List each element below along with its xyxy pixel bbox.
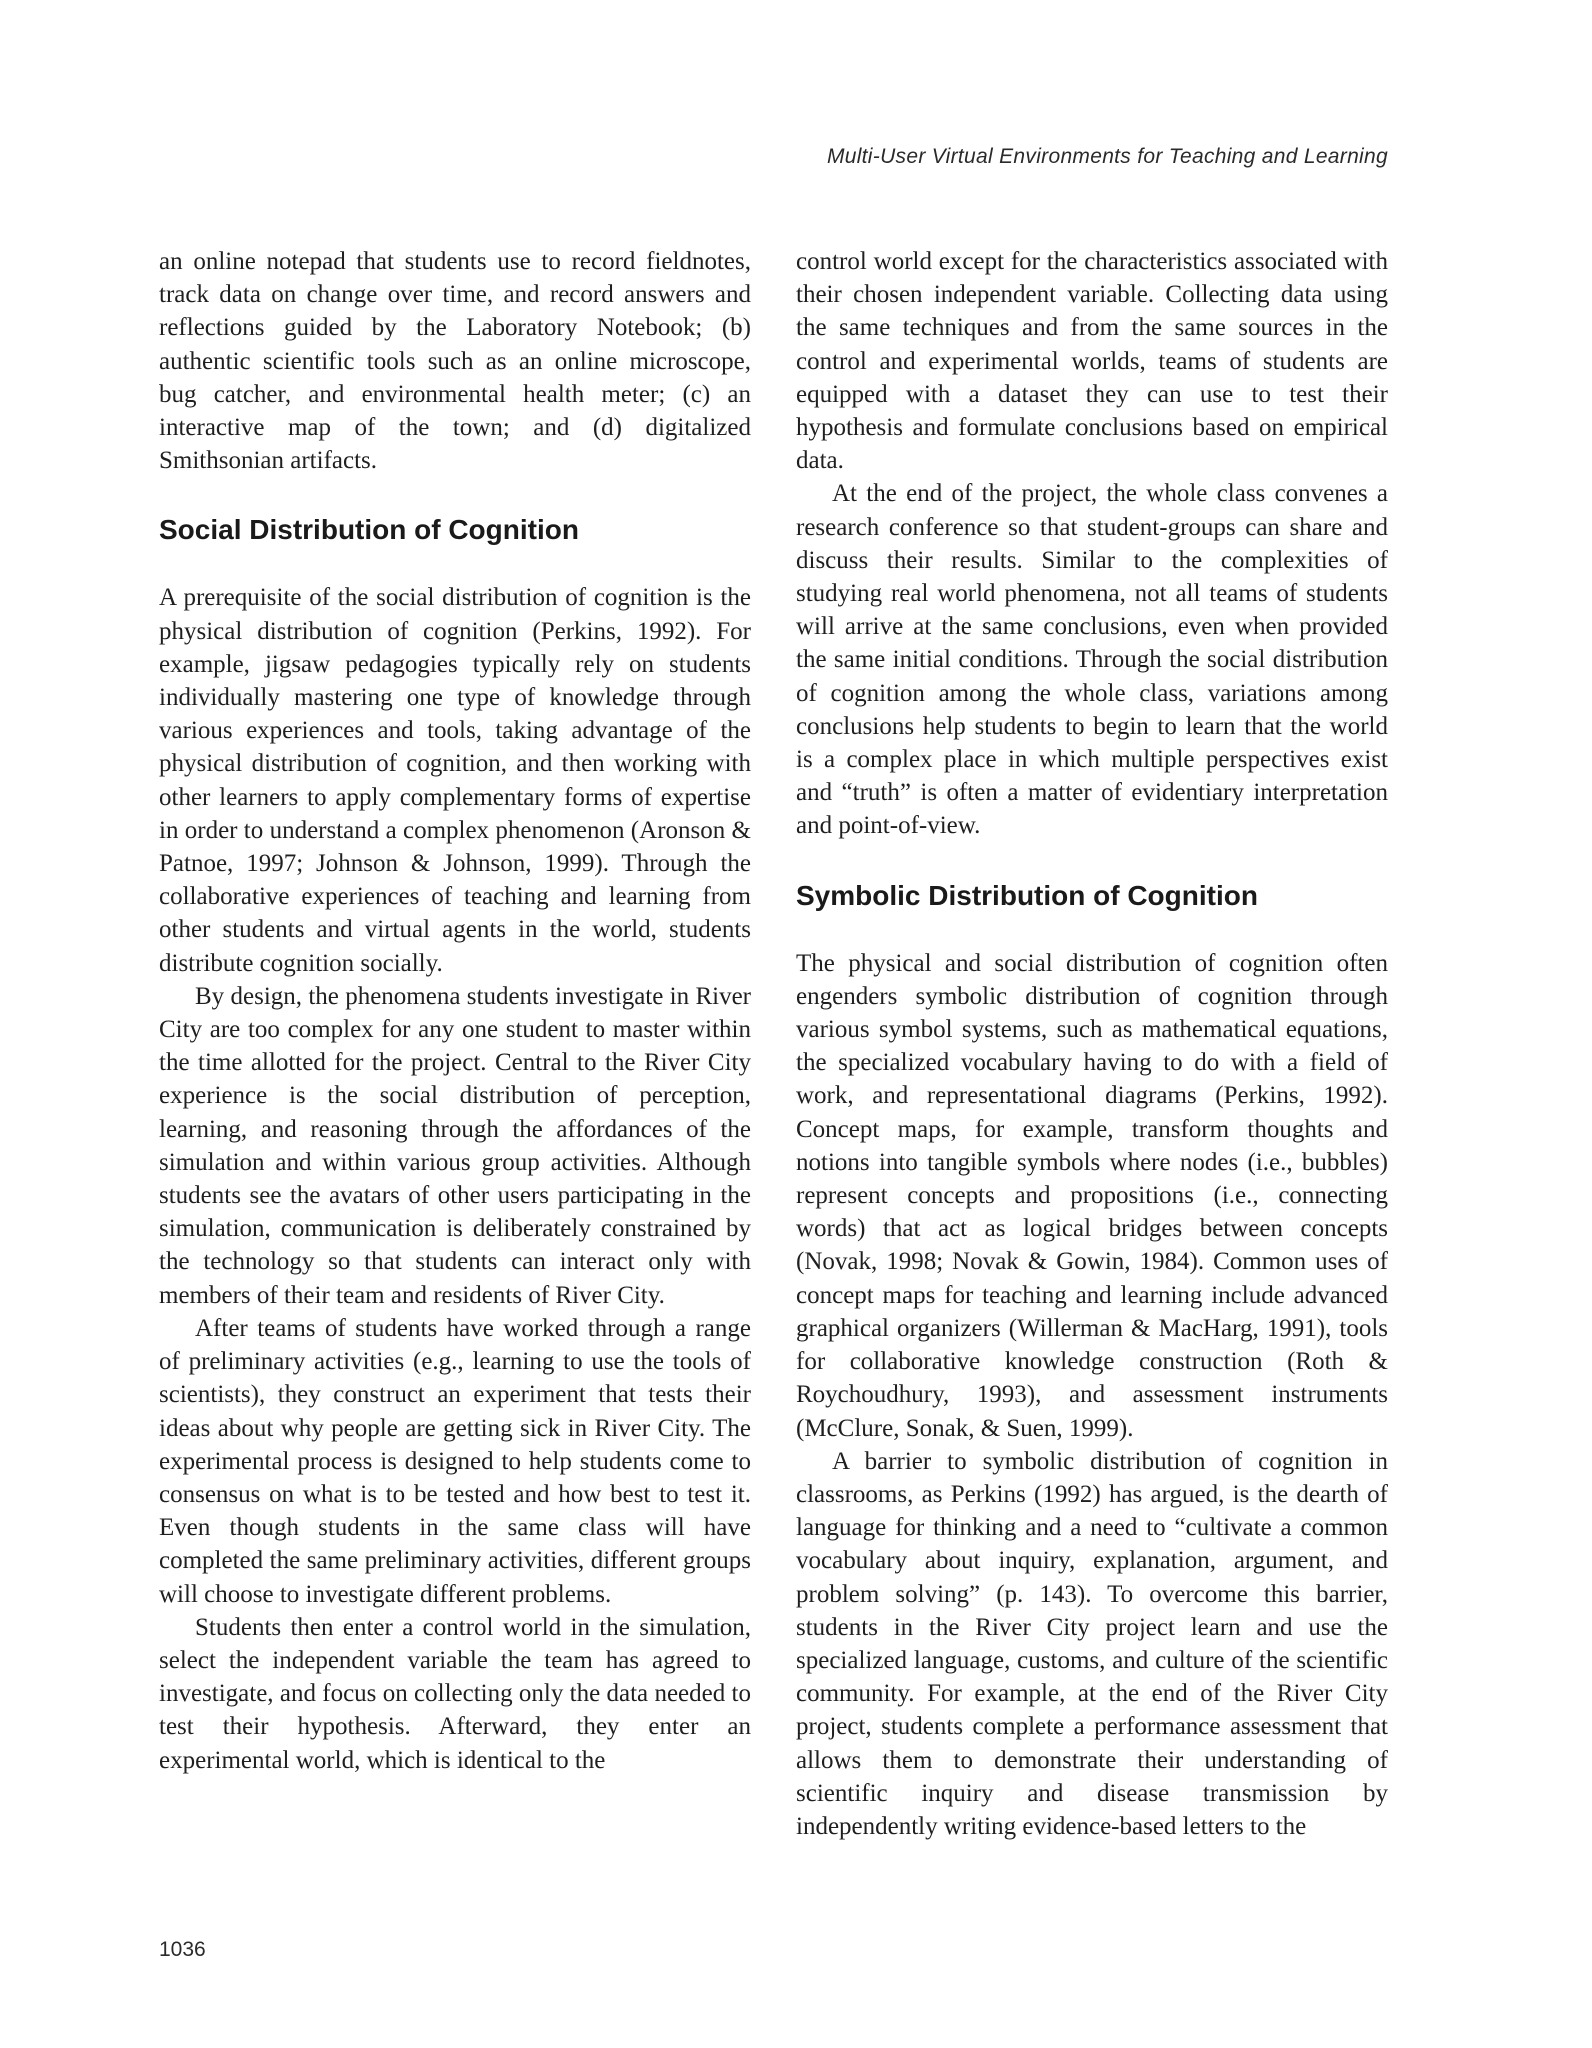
paragraph-intro: an online notepad that students use to record fieldnotes, track data on change over time, and record answers and reflections guided by the Laboratory Notebook; (b) authentic scientific tools such as an online microscope, bug catcher, and environmental health meter; (c) an interactive map of the town; and (d) digitalized Smithsonian artifacts. [159, 248, 751, 475]
paragraph-social-4: Students then enter a control world in the simulation, select the independent variable the team has agreed to investigate, and focus on collecting only the data needed to test their hypothesis. Afterward, they enter an experimental world, which is identical to the [159, 1613, 751, 1774]
paragraph-social-3: After teams of students have worked through a range of preliminary activities (e.g., learning to use the tools of scientists), they construct an experiment that tests their ideas about why people are getting sick in River City. The experimental process is designed to help students come to consensus on what is to be tested and how best to test it. Even though students in the same class will have completed the same preliminary activities, different groups will choose to investigate different problems. [159, 1314, 751, 1608]
left-column [159, 245, 751, 1777]
running-header: Multi-User Virtual Environments for Teaching and Learning [826, 145, 1388, 168]
paragraph-symbolic-2: A barrier to symbolic distribution of cognition in classrooms, as Perkins (1992) has argued, is the dearth of language for thinking and a need to “cultivate a common vocabulary about inquiry, explanation, argument, and problem solving” (p. 143). To overcome this barrier, students in the River City project learn and use the specialized language, customs, and culture of the scientific community. For example, at the end of the River City project, students complete a performance assessment that allows them to demonstrate their understanding of scientific inquiry and disease transmission by independently writing evidence-based letters to the [796, 1447, 1388, 1840]
paragraph-symbolic-1: The physical and social distribution of cognition often engenders symbolic distribution of cognition through various symbol systems, such as mathematical equations, the specialized vocabulary having to do with a field of work, and representational diagrams (Perkins, 1992). Concept maps, for example, transform thoughts and notions into tangible symbols where nodes (i.e., bubbles) represent concepts and propositions (i.e., connecting words) that act as logical bridges between concepts (Novak, 1998; Novak & Gowin, 1984). Common uses of concept maps for teaching and learning include advanced graphical organizers (Willerman & MacHarg, 1991), tools for collaborative knowledge construction (Roth & Roychoudhury, 1993), and assessment instruments (McClure, Sonak, & Suen, 1999). [796, 949, 1388, 1442]
paragraph-social-1: A prerequisite of the social distribution of cognition is the physical distribution of cognition (Perkins, 1992). For example, jigsaw pedagogies typically rely on students individually mastering one type of knowledge through various experiences and tools, taking advantage of the physical distribution of cognition, and then working with other learners to apply complementary forms of expertise in order to understand a complex phenomenon (Aronson & Patnoe, 1997; Johnson & Johnson, 1999). Through the collaborative experiences of teaching and learning from other students and virtual agents in the world, students distribute cognition socially. [159, 584, 751, 977]
paragraph-social-2: By design, the phenomena students investigate in River City are too complex for any one student to master within the time allotted for the project. Central to the River City experience is the social distribution of perception, learning, and reasoning through the affordances of the simulation and within various group activities. Although students see the avatars of other users participating in the simulation, communication is deliberately constrained by the technology so that students can interact only with members of their team and residents of River City. [159, 982, 751, 1309]
section-heading-symbolic: Symbolic Distribution of Cognition [796, 879, 1258, 911]
page-number: 1036 [159, 1938, 206, 1961]
section-heading-social: Social Distribution of Cognition [159, 514, 579, 546]
right-column [796, 245, 1388, 1843]
paragraph-control: control world except for the characteristics associated with their chosen independent variable. Collecting data using the same techniques and from the same sources in the control and experimental worlds, teams of students are equipped with a dataset they can use to test their hypothesis and formulate conclusions based on empirical data. [796, 248, 1388, 475]
paragraph-conference: At the end of the project, the whole class convenes a research conference so that student-groups can share and discuss their results. Similar to the complexities of studying real world phenomena, not all teams of students will arrive at the same conclusions, even when provided the same initial conditions. Through the social distribution of cognition among the whole class, variations among conclusions help students to begin to learn that the world is a complex place in which multiple perspectives exist and “truth” is often a matter of evidentiary interpretation and point-of-view. [796, 480, 1388, 840]
